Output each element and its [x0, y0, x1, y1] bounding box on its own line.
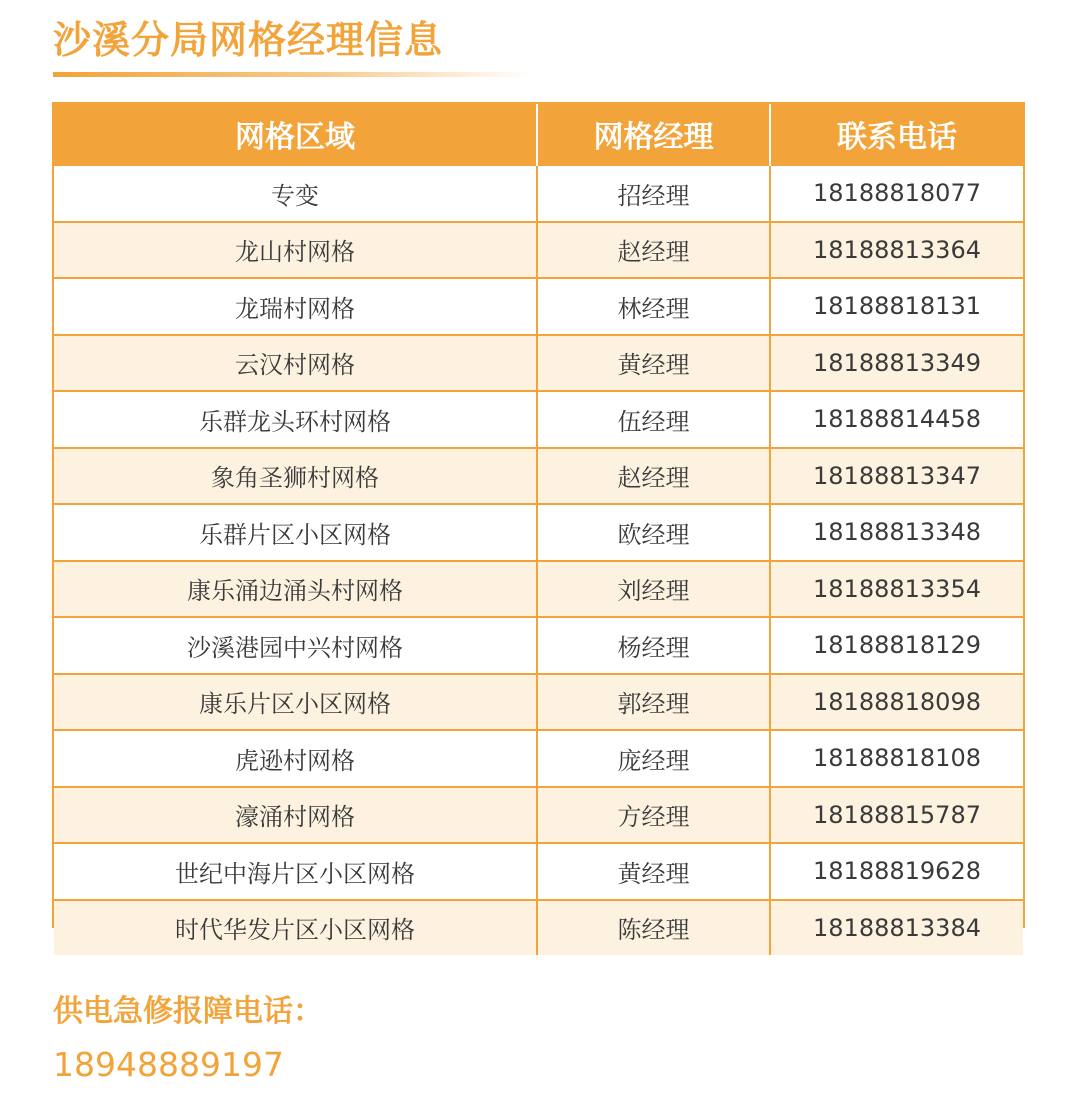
- cell-grid-manager: 郭经理: [537, 674, 770, 731]
- table-row: [54, 278, 1023, 335]
- emergency-repair-phone[interactable]: 18948889197: [53, 1045, 284, 1084]
- cell-contact-phone[interactable]: 18188815787: [770, 787, 1023, 844]
- cell-grid-area: 康乐涌边涌头村网格: [54, 561, 537, 618]
- cell-grid-area: 沙溪港园中兴村网格: [54, 617, 537, 674]
- page-title: 沙溪分局网格经理信息: [53, 18, 444, 62]
- title-underline: [53, 72, 533, 77]
- table-row: [54, 561, 1023, 618]
- grid-manager-table: [52, 102, 1025, 945]
- cell-contact-phone[interactable]: 18188813364: [770, 222, 1023, 279]
- cell-contact-phone[interactable]: 18188818129: [770, 617, 1023, 674]
- cell-grid-area: 专变: [54, 165, 537, 222]
- table-row: [54, 617, 1023, 674]
- cell-grid-area: 时代华发片区小区网格: [54, 900, 537, 956]
- cell-contact-phone[interactable]: 18188818098: [770, 674, 1023, 731]
- cell-grid-manager: 赵经理: [537, 448, 770, 505]
- cell-grid-manager: 欧经理: [537, 504, 770, 561]
- table-row: [54, 391, 1023, 448]
- cell-grid-area: 乐群龙头环村网格: [54, 391, 537, 448]
- cell-contact-phone[interactable]: 18188819628: [770, 843, 1023, 900]
- table-row: [54, 335, 1023, 392]
- emergency-repair-label: 供电急修报障电话：: [53, 994, 323, 1029]
- cell-contact-phone[interactable]: 18188813347: [770, 448, 1023, 505]
- cell-grid-manager: 招经理: [537, 165, 770, 222]
- table-row: [54, 900, 1023, 956]
- table-row: [54, 504, 1023, 561]
- cell-contact-phone[interactable]: 18188813384: [770, 900, 1023, 956]
- cell-grid-area: 濠涌村网格: [54, 787, 537, 844]
- header-contact-phone: 联系电话: [770, 104, 1023, 165]
- table-row: [54, 448, 1023, 505]
- cell-grid-area: 云汉村网格: [54, 335, 537, 392]
- cell-grid-manager: 黄经理: [537, 335, 770, 392]
- cell-contact-phone[interactable]: 18188818077: [770, 165, 1023, 222]
- cell-grid-area: 象角圣狮村网格: [54, 448, 537, 505]
- table-row: [54, 843, 1023, 900]
- cell-grid-manager: 伍经理: [537, 391, 770, 448]
- cell-grid-area: 龙山村网格: [54, 222, 537, 279]
- cell-contact-phone[interactable]: 18188818131: [770, 278, 1023, 335]
- cell-grid-manager: 刘经理: [537, 561, 770, 618]
- cell-grid-manager: 杨经理: [537, 617, 770, 674]
- cell-contact-phone[interactable]: 18188818108: [770, 730, 1023, 787]
- table-header-row: [54, 104, 1023, 165]
- cell-grid-area: 世纪中海片区小区网格: [54, 843, 537, 900]
- table-row: [54, 222, 1023, 279]
- cell-grid-manager: 陈经理: [537, 900, 770, 956]
- header-grid-manager: 网格经理: [537, 104, 770, 165]
- cell-contact-phone[interactable]: 18188813348: [770, 504, 1023, 561]
- cell-contact-phone[interactable]: 18188813349: [770, 335, 1023, 392]
- cell-grid-manager: 林经理: [537, 278, 770, 335]
- table-row: [54, 730, 1023, 787]
- cell-contact-phone[interactable]: 18188814458: [770, 391, 1023, 448]
- cell-grid-area: 虎逊村网格: [54, 730, 537, 787]
- cell-grid-manager: 庞经理: [537, 730, 770, 787]
- cell-grid-area: 龙瑞村网格: [54, 278, 537, 335]
- table-row: [54, 165, 1023, 222]
- cell-grid-area: 康乐片区小区网格: [54, 674, 537, 731]
- cell-grid-area: 乐群片区小区网格: [54, 504, 537, 561]
- cell-grid-manager: 黄经理: [537, 843, 770, 900]
- cell-contact-phone[interactable]: 18188813354: [770, 561, 1023, 618]
- table-row: [54, 674, 1023, 731]
- header-grid-area: 网格区域: [54, 104, 537, 165]
- cell-grid-manager: 赵经理: [537, 222, 770, 279]
- table-row: [54, 787, 1023, 844]
- cell-grid-manager: 方经理: [537, 787, 770, 844]
